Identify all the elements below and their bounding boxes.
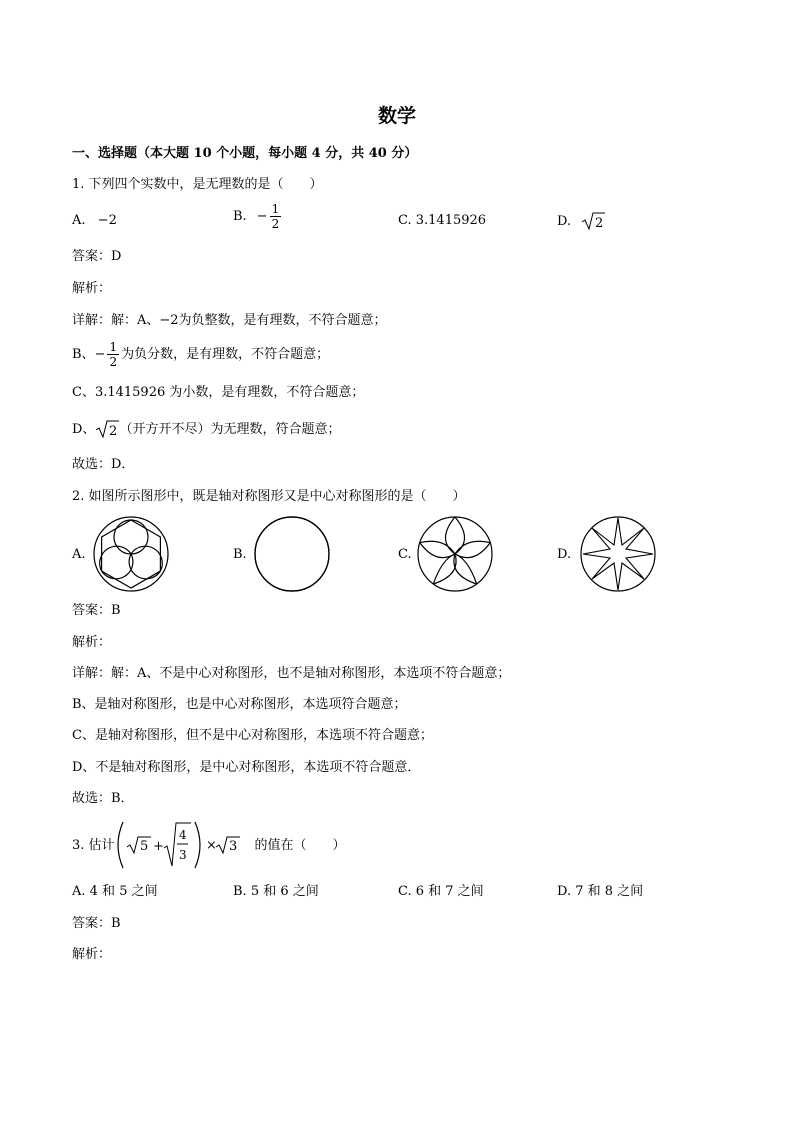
q1-option-d-radicand: 2 [595, 216, 604, 230]
q1-answer: 答案：D [72, 249, 122, 264]
q2-option-d-label: D. [557, 547, 572, 562]
q1-option-a [72, 214, 117, 227]
q1-detail-2-denominator: 2 [109, 355, 118, 369]
q1-option-b [233, 202, 283, 231]
q3-option-d: D. 7 和 8 之间 [557, 884, 644, 899]
q1-detail-4 [72, 420, 340, 438]
section-heading: 一、选择题（本大题 10 个小题，每小题 4 分，共 40 分） [72, 146, 418, 161]
q2-detail-2: B、是轴对称图形，也是中心对称图形，本选项符合题意； [72, 697, 407, 712]
q2-option-c-figure [416, 515, 494, 593]
q3-stem-prefix: 3. 估计 [72, 837, 115, 853]
q2-option-a-figure [92, 515, 170, 593]
q3-option-c: C. 6 和 7 之间 [398, 884, 484, 899]
radical-sign-icon [95, 420, 119, 438]
q3-option-b: B. 5 和 6 之间 [233, 884, 319, 899]
q3-option-a: A. 4 和 5 之间 [72, 884, 158, 899]
q3-analysis-label: 解析： [72, 947, 112, 962]
q1-detail-4-prefix: D、 [72, 421, 96, 437]
q1-detail-4-radicand: 2 [109, 424, 118, 438]
left-paren-icon [118, 822, 123, 868]
q3-stem-suffix: 的值在（ ） [254, 837, 346, 853]
q2-detail-1: 详解：解：A、不是中心对称图形，也不是轴对称图形，本选项不符合题意； [72, 666, 511, 681]
q1-detail-2 [72, 340, 329, 369]
q3-times: × [205, 838, 217, 853]
q3-plus: + [152, 839, 164, 854]
q1-stem: 1. 下列四个实数中，是无理数的是（ ） [72, 177, 323, 192]
q2-detail-4: D、不是轴对称图形，是中心对称图形，本选项不符合题意． [72, 760, 421, 775]
q1-analysis-label: 解析： [72, 281, 112, 296]
q1-option-d-sqrt [581, 212, 605, 230]
radical-sign-icon [581, 212, 605, 230]
q1-option-a-value: −2 [97, 213, 117, 228]
q1-detail-3: C、3.1415926 为小数，是有理数，不符合题意； [72, 385, 365, 400]
q1-option-b-denominator: 2 [271, 217, 280, 231]
q1-option-d [557, 212, 605, 230]
q1-detail-2-prefix: B、 [72, 347, 95, 362]
q3-answer: 答案：B [72, 916, 121, 931]
q3-stem [72, 820, 346, 870]
q1-detail-2-sign: − [94, 347, 106, 362]
q2-conclusion: 故选：B． [72, 791, 134, 806]
q1-conclusion: 故选：D． [72, 457, 135, 472]
q2-option-c-label: C. [398, 547, 412, 562]
q2-option-b-figure [253, 515, 331, 593]
q1-option-a-label: A. [72, 213, 86, 228]
q2-detail-3: C、是轴对称图形，但不是中心对称图形，本选项不符合题意； [72, 728, 433, 743]
q1-detail-2-fraction [107, 340, 119, 369]
q1-detail-4-sqrt [95, 420, 119, 438]
q3-expression [115, 820, 255, 870]
q1-detail-2-suffix: 为负分数，是有理数，不符合题意； [121, 347, 330, 362]
q3-radicand-3: 3 [228, 839, 237, 854]
q1-option-b-label: B. [233, 209, 247, 224]
page-title: 数学 [377, 105, 416, 127]
q3-frac-denominator: 3 [178, 848, 187, 862]
q1-detail-2-numerator: 1 [109, 340, 118, 354]
q3-radicand-5: 5 [139, 839, 148, 854]
q2-analysis-label: 解析： [72, 635, 112, 650]
right-paren-icon [195, 822, 200, 868]
q2-stem: 2. 如图所示图形中，既是轴对称图形又是中心对称图形的是（ ） [72, 489, 466, 504]
q1-detail-4-suffix: （开方开不尽）为无理数，符合题意； [119, 421, 341, 437]
q1-detail-1: 详解：解：A、−2为负整数，是有理数，不符合题意； [72, 313, 387, 328]
q1-option-c: C. 3.1415926 [398, 213, 487, 228]
q2-option-a-label: A. [72, 547, 86, 562]
q2-option-b-label: B. [233, 547, 247, 562]
q1-option-b-sign: − [256, 209, 268, 224]
q2-option-d-figure [579, 515, 657, 593]
q1-option-b-fraction [270, 202, 282, 231]
q1-option-b-numerator: 1 [271, 202, 280, 216]
q3-frac-numerator: 4 [178, 828, 187, 842]
q1-option-d-label: D. [557, 213, 572, 229]
q2-answer: 答案：B [72, 603, 121, 618]
